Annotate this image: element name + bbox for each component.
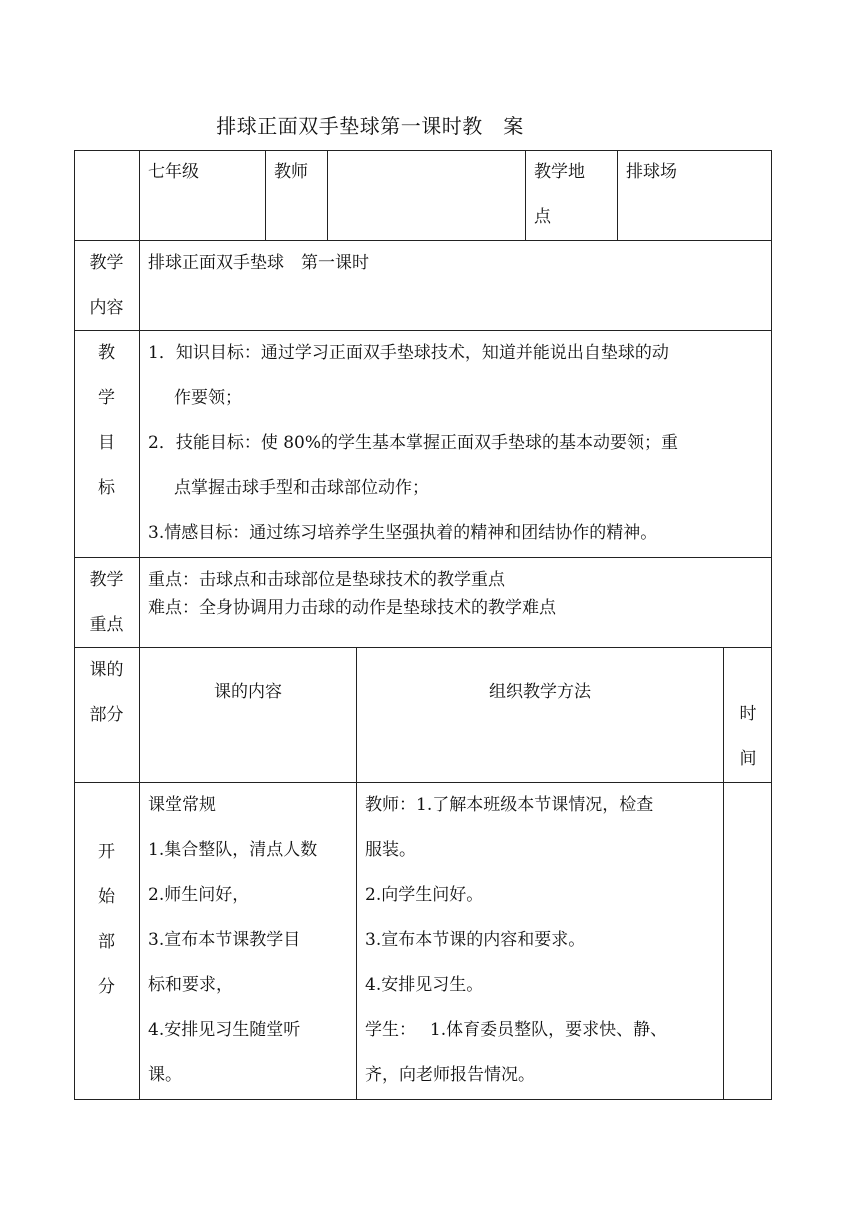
goals-label-char-2: 学 [98, 388, 115, 408]
opening-method-line-1: 教师：1.了解本班级本节课情况，检查 [365, 795, 654, 815]
opening-label-cell [74, 782, 139, 1100]
key-point-text: 重点：击球点和击球部位是垫球技术的教学重点 [148, 570, 505, 590]
time-header-line-1: 时 [739, 704, 757, 724]
content-label-cell [74, 240, 139, 330]
goal-3: 3.情感目标：通过练习培养学生坚强执着的精神和团结协作的精神。 [148, 523, 658, 543]
lesson-plan-title: 排球正面双手垫球第一课时教 案 [216, 114, 524, 138]
opening-content-line-5: 标和要求， [148, 975, 233, 995]
part-header-line-2: 部分 [89, 705, 124, 725]
goal-2-line-1: 2．技能目标：使 80%的学生基本掌握正面双手垫球的基本动要领；重 [148, 433, 679, 453]
info-blank-cell [74, 150, 139, 240]
opening-content-line-4: 3.宣布本节课教学目 [148, 930, 301, 950]
goals-label-cell [74, 330, 139, 557]
opening-content-line-3: 2.师生问好， [148, 885, 250, 905]
opening-method-cell [356, 782, 723, 1100]
content-value-cell [139, 240, 772, 330]
opening-method-line-6: 学生： 1.体育委员整队，要求快、静、 [365, 1020, 668, 1040]
focus-label-cell [74, 557, 139, 647]
method-header-label: 组织教学方法 [489, 682, 591, 702]
opening-content-line-1: 课堂常规 [148, 795, 216, 815]
location-value: 排球场 [626, 162, 677, 182]
focus-label-line-1: 教学 [89, 570, 124, 590]
goal-2-line-2: 点掌握击球手型和击球部位动作； [174, 478, 429, 498]
opening-content-line-7: 课。 [148, 1065, 182, 1085]
location-label-line-1: 教学地 [534, 162, 585, 182]
location-label-cell [525, 150, 617, 240]
goals-label-char-3: 目 [98, 433, 115, 453]
opening-content-line-2: 1.集合整队，清点人数 [148, 840, 318, 860]
content-label-line-1: 教学 [89, 253, 124, 273]
opening-method-line-7: 齐，向老师报告情况。 [365, 1065, 535, 1085]
goal-1-line-1: 1．知识目标：通过学习正面双手垫球技术，知道并能说出自垫球的动 [148, 343, 669, 363]
opening-label-char-3: 部 [98, 932, 115, 952]
opening-method-line-2: 服装。 [365, 840, 416, 860]
opening-content-cell [139, 782, 356, 1100]
goal-1-line-2: 作要领； [174, 388, 242, 408]
teacher-label-cell [265, 150, 327, 240]
focus-label-line-2: 重点 [89, 615, 124, 635]
opening-method-line-3: 2.向学生问好。 [365, 885, 484, 905]
grade-cell [139, 150, 265, 240]
opening-method-line-4: 3.宣布本节课的内容和要求。 [365, 930, 586, 950]
content-header-cell [139, 647, 356, 782]
part-header-line-1: 课的 [89, 660, 124, 680]
opening-time-cell [723, 782, 772, 1100]
opening-label-char-4: 分 [98, 977, 115, 997]
content-label-line-2: 内容 [89, 298, 124, 318]
content-value: 排球正面双手垫球 第一课时 [148, 253, 369, 273]
goals-value-cell [139, 330, 772, 557]
part-header-cell [74, 647, 139, 782]
teacher-label: 教师 [274, 162, 308, 182]
opening-content-line-6: 4.安排见习生随堂听 [148, 1020, 301, 1040]
time-header-line-2: 间 [739, 749, 757, 769]
teacher-value-cell [327, 150, 525, 240]
method-header-cell [356, 647, 723, 782]
opening-method-line-5: 4.安排见习生。 [365, 975, 484, 995]
difficulty-text: 难点：全身协调用力击球的动作是垫球技术的教学难点 [148, 598, 556, 618]
lesson-plan-table [74, 150, 772, 1100]
location-label-line-2: 点 [534, 207, 551, 227]
goals-label-char-1: 教 [98, 343, 115, 363]
opening-label-char-2: 始 [98, 887, 115, 907]
opening-label-char-1: 开 [98, 842, 115, 862]
time-header-cell [723, 647, 772, 782]
grade-value: 七年级 [148, 162, 199, 182]
focus-value-cell [139, 557, 772, 647]
location-value-cell [617, 150, 772, 240]
content-header-label: 课的内容 [214, 682, 282, 702]
goals-label-char-4: 标 [98, 478, 115, 498]
